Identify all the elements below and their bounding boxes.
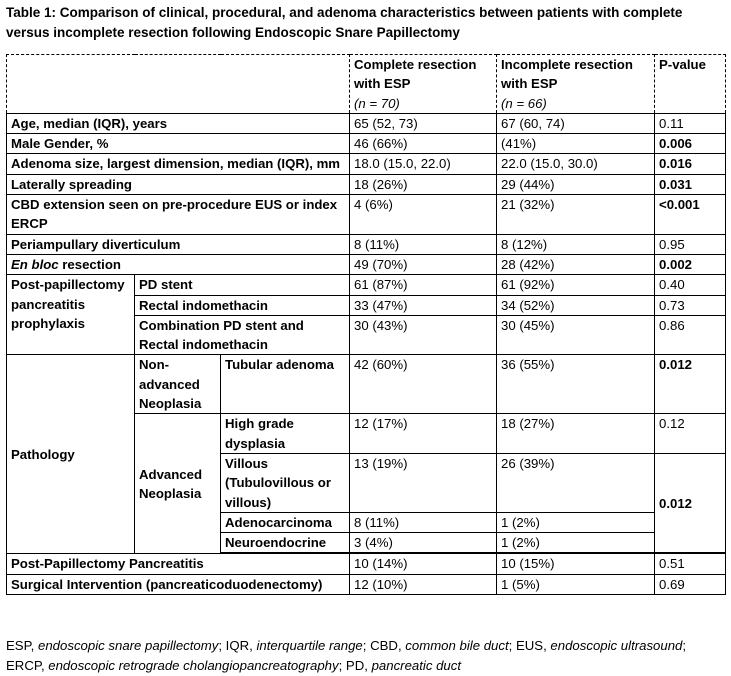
footnote-abbr: ; EUS, xyxy=(508,638,551,653)
subgroup-non-advanced: Non-advanced Neoplasia xyxy=(135,355,221,414)
row-label: Age, median (IQR), years xyxy=(7,113,350,133)
table-row xyxy=(7,234,726,254)
cell-pvalue: 0.006 xyxy=(655,134,726,154)
cell-complete: 33 (47%) xyxy=(350,295,497,315)
table-row xyxy=(7,154,726,174)
cell-complete: 13 (19%) xyxy=(350,453,497,512)
row-label: Rectal indomethacin xyxy=(135,295,350,315)
table-row xyxy=(7,254,726,274)
table-row xyxy=(7,554,726,574)
header-complete xyxy=(350,55,497,114)
row-label: PD stent xyxy=(135,275,350,295)
group-label-prophylaxis: Post-papillectomy pancreatitis prophylaxis xyxy=(7,275,135,355)
cell-complete: 46 (66%) xyxy=(350,134,497,154)
footnote-abbr: ; PD, xyxy=(338,657,372,673)
cell-complete: 18 (26%) xyxy=(350,174,497,194)
cell-incomplete: 1 (2%) xyxy=(497,512,655,532)
cell-incomplete: 34 (52%) xyxy=(497,295,655,315)
cell-complete: 4 (6%) xyxy=(350,195,497,235)
cell-complete: 10 (14%) xyxy=(350,554,497,574)
footnote-def: common bile duct xyxy=(405,638,509,653)
footnote-abbr: ; CBD, xyxy=(362,638,406,653)
row-label: Surgical Intervention (pancreaticoduodenectomy) xyxy=(7,574,350,594)
row-label: Tubular adenoma xyxy=(221,355,350,414)
cell-pvalue-advanced: 0.012 xyxy=(655,453,726,552)
cell-incomplete: 10 (15%) xyxy=(497,554,655,574)
cell-incomplete: 30 (45%) xyxy=(497,315,655,355)
cell-incomplete: 61 (92%) xyxy=(497,275,655,295)
table-row xyxy=(7,195,726,235)
table-caption: Table 1: Comparison of clinical, procedural, and adenoma characteristics between patients with complete versus incomplete resection following Endoscopic Snare Papillectomy xyxy=(6,5,683,40)
row-label-italic: En bloc xyxy=(11,256,59,272)
cell-complete: 12 (10%) xyxy=(350,574,497,594)
cell-complete: 61 (87%) xyxy=(350,275,497,295)
table-footnote xyxy=(6,636,726,675)
cell-pvalue: 0.12 xyxy=(655,414,726,454)
row-label xyxy=(7,254,350,274)
table-row xyxy=(7,355,726,414)
cell-pvalue: 0.95 xyxy=(655,234,726,254)
cell-incomplete: 36 (55%) xyxy=(497,355,655,414)
footnote-def: endoscopic ultrasound xyxy=(550,638,683,653)
header-incomplete xyxy=(497,55,655,114)
cell-incomplete: 8 (12%) xyxy=(497,234,655,254)
row-label: Adenoma size, largest dimension, median (IQR), mm xyxy=(7,154,350,174)
group-label-pathology: Pathology xyxy=(7,355,135,554)
cell-incomplete: 1 (5%) xyxy=(497,574,655,594)
header-complete-title: Complete resection with ESP xyxy=(354,57,477,92)
cell-incomplete: 26 (39%) xyxy=(497,453,655,512)
cell-pvalue: 0.11 xyxy=(655,113,726,133)
subgroup-advanced: Advanced Neoplasia xyxy=(135,414,221,554)
footnote-abbr: ; ERCP, xyxy=(6,638,687,673)
table-row xyxy=(7,174,726,194)
row-label: Male Gender, % xyxy=(7,134,350,154)
header-pvalue: P-value xyxy=(655,55,726,114)
table-row xyxy=(7,275,726,295)
cell-pvalue: 0.51 xyxy=(655,554,726,574)
cell-complete: 3 (4%) xyxy=(350,533,497,553)
row-label: CBD extension seen on pre-procedure EUS or index ERCP xyxy=(7,195,350,235)
cell-pvalue: 0.86 xyxy=(655,315,726,355)
cell-complete: 12 (17%) xyxy=(350,414,497,454)
row-label: Adenocarcinoma xyxy=(221,512,350,532)
header-incomplete-n: (n = 66) xyxy=(501,95,547,111)
footnote-abbr: ESP, xyxy=(6,638,39,653)
row-label: Villous (Tubulovillous or villous) xyxy=(221,453,350,512)
table-row xyxy=(7,113,726,133)
row-label: Periampullary diverticulum xyxy=(7,234,350,254)
cell-pvalue: 0.69 xyxy=(655,574,726,594)
table-row xyxy=(7,134,726,154)
cell-complete: 18.0 (15.0, 22.0) xyxy=(350,154,497,174)
cell-complete: 42 (60%) xyxy=(350,355,497,414)
header-incomplete-title: Incomplete resection with ESP xyxy=(501,57,633,92)
cell-complete: 8 (11%) xyxy=(350,512,497,532)
comparison-table xyxy=(6,54,726,595)
cell-incomplete: 1 (2%) xyxy=(497,533,655,553)
cell-incomplete: 29 (44%) xyxy=(497,174,655,194)
cell-pvalue: 0.002 xyxy=(655,254,726,274)
footnote-def: endoscopic snare papillectomy xyxy=(38,638,219,653)
cell-incomplete: (41%) xyxy=(497,134,655,154)
cell-incomplete: 28 (42%) xyxy=(497,254,655,274)
header-empty-cell xyxy=(7,55,350,114)
cell-pvalue: 0.012 xyxy=(655,355,726,414)
header-row xyxy=(7,55,726,114)
cell-incomplete: 21 (32%) xyxy=(497,195,655,235)
row-label: Neuroendocrine xyxy=(221,533,350,553)
footnote-def: endoscopic retrograde cholangiopancreatography xyxy=(48,657,339,673)
row-label: Combination PD stent and Rectal indomethacin xyxy=(135,315,350,355)
cell-incomplete: 18 (27%) xyxy=(497,414,655,454)
cell-incomplete: 67 (60, 74) xyxy=(497,113,655,133)
row-label: High grade dysplasia xyxy=(221,414,350,454)
header-complete-n: (n = 70) xyxy=(354,95,400,111)
footnote-abbr: ; IQR, xyxy=(218,638,257,653)
cell-pvalue: 0.016 xyxy=(655,154,726,174)
cell-pvalue: 0.031 xyxy=(655,174,726,194)
footnote-def: pancreatic duct xyxy=(371,657,462,673)
cell-complete: 65 (52, 73) xyxy=(350,113,497,133)
footnote-def: interquartile range xyxy=(256,638,363,653)
row-label-rest: resection xyxy=(58,256,121,272)
cell-complete: 30 (43%) xyxy=(350,315,497,355)
cell-pvalue: <0.001 xyxy=(655,195,726,235)
cell-incomplete: 22.0 (15.0, 30.0) xyxy=(497,154,655,174)
row-label: Post-Papillectomy Pancreatitis xyxy=(7,554,350,574)
cell-complete: 49 (70%) xyxy=(350,254,497,274)
cell-complete: 8 (11%) xyxy=(350,234,497,254)
table-row xyxy=(7,574,726,594)
cell-pvalue: 0.40 xyxy=(655,275,726,295)
row-label: Laterally spreading xyxy=(7,174,350,194)
cell-pvalue: 0.73 xyxy=(655,295,726,315)
